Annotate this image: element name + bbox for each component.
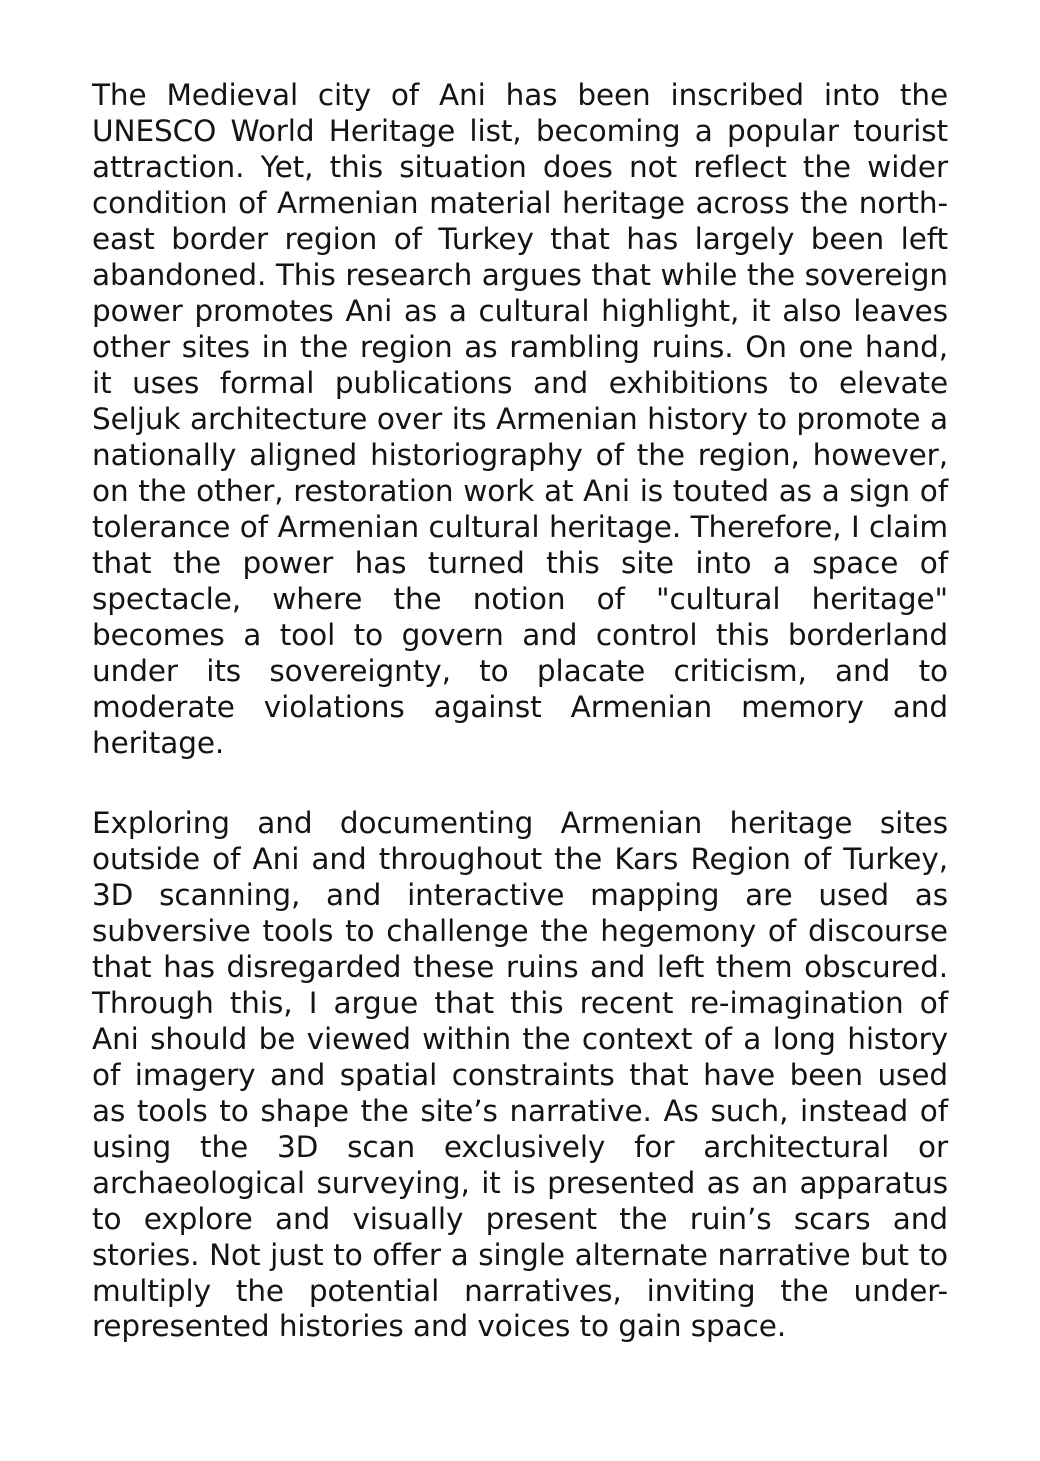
paragraph-spacer <box>92 762 948 806</box>
abstract-paragraph-2: Exploring and documenting Armenian heritage sites outside of Ani and throughout the Kars Region of Turkey, 3D scanning, and interactive mapping are used as subversive tools to challenge the hegemony of discourse that has disregarded these ruins and left them obscured. Through this, I argue that this recent re-imagination of Ani should be viewed within the context of a long history of imagery and spatial constraints that have been used as tools to shape the site’s narrative. As such, instead of using the 3D scan exclusively for architectural or archaeological surveying, it is presented as an apparatus to explore and visually present the ruin’s scars and stories. Not just to offer a single alternate narrative but to multiply the potential narratives, inviting the under-represented histories and voices to gain space. <box>92 805 948 1344</box>
abstract-paragraph-1: The Medieval city of Ani has been inscribed into the UNESCO World Heritage list, becoming a popular tourist attraction. Yet, this situation does not reflect the wider condition of Armenian material heritage across the north-east border region of Turkey that has largely been left abandoned. This research argues that while the sovereign power promotes Ani as a cultural highlight, it also leaves other sites in the region as rambling ruins. On one hand, it uses formal publications and exhibitions to elevate Seljuk architecture over its Armenian history to promote a nationally aligned historiography of the region, however, on the other, restoration work at Ani is touted as a sign of tolerance of Armenian cultural heritage. Therefore, I claim that the power has turned this site into a space of spectacle, where the notion of "cultural heritage" becomes a tool to govern and control this borderland under its sovereignty, to placate criticism, and to moderate violations against Armenian memory and heritage. <box>92 78 948 760</box>
